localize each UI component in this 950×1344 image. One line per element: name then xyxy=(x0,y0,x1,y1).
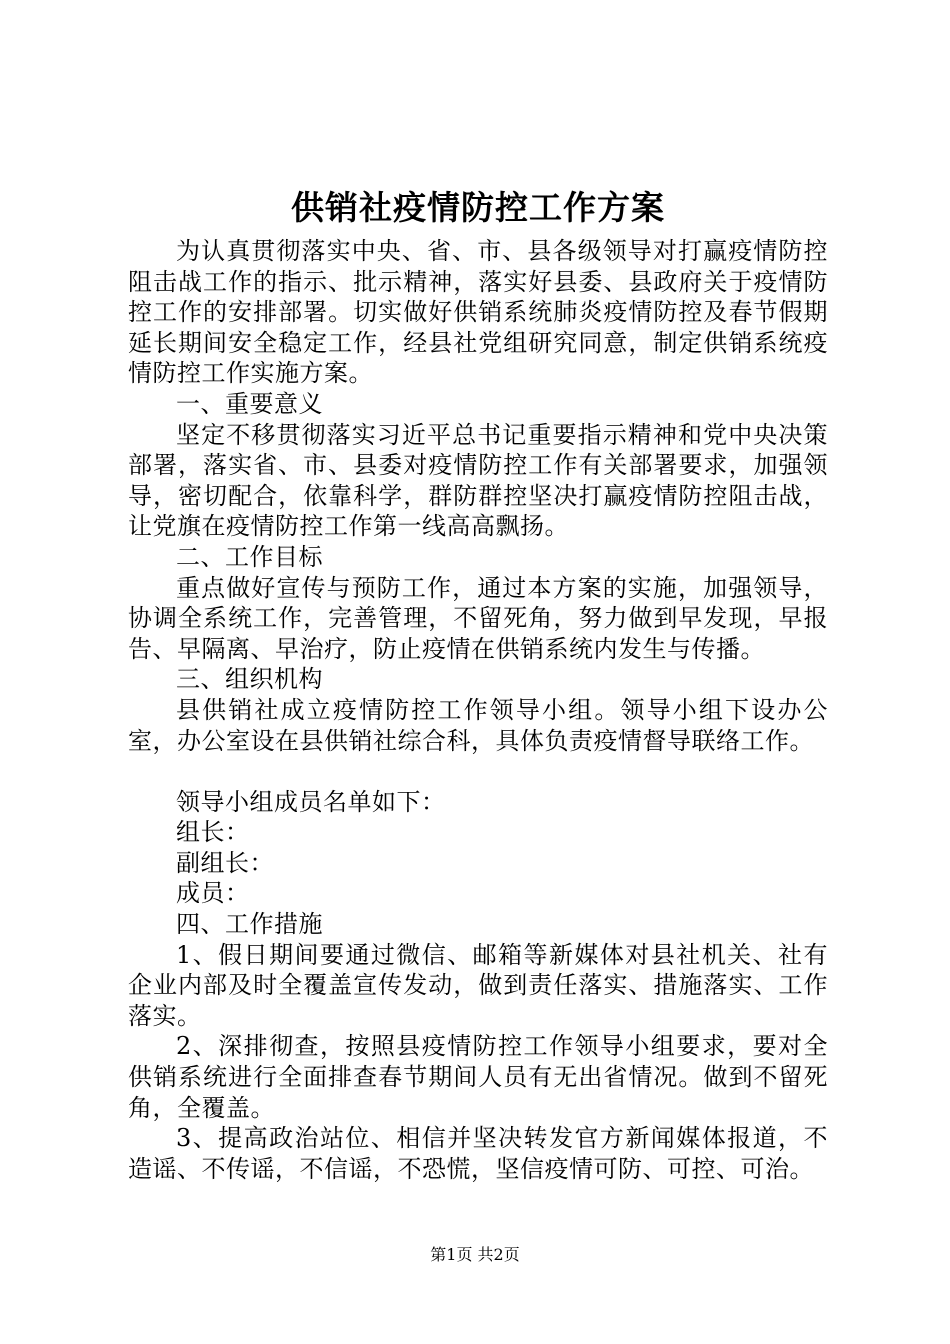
page-footer: 第1页 共2页 xyxy=(430,1245,520,1264)
section-text-goals: 重点做好宣传与预防工作，通过本方案的实施，加强领导，协调全系统工作，完善管理，不留死角，努力做到早发现，早报告、早隔离、早治疗，防止疫情在供销系统内发生与传播。 xyxy=(128,573,828,663)
members-intro: 领导小组成员名单如下： xyxy=(176,787,446,816)
members-line: 成员： xyxy=(176,879,250,908)
section-heading-goals: 二、工作目标 xyxy=(176,542,323,571)
leader-line: 组长： xyxy=(176,818,250,847)
section-text-significance: 坚定不移贯彻落实习近平总书记重要指示精神和党中央决策部署，落实省、市、县委对疫情防控工作有关部署要求，加强领导，密切配合，依靠科学，群防群控坚决打赢疫情防控阻击战，让党旗在疫情防控工作第一线高高飘扬。 xyxy=(128,420,828,541)
section-heading-organization: 三、组织机构 xyxy=(176,665,323,694)
document-body xyxy=(128,236,828,1184)
document-title: 供销社疫情防控工作方案 xyxy=(291,188,665,227)
measure-item-1: 1、假日期间要通过微信、邮箱等新媒体对县社机关、社有企业内部及时全覆盖宣传发动，做到责任落实、措施落实、工作落实。 xyxy=(128,940,828,1030)
intro-paragraph: 为认真贯彻落实中央、省、市、县各级领导对打赢疫情防控阻击战工作的指示、批示精神，落实好县委、县政府关于疫情防控工作的安排部署。切实做好供销系统肺炎疫情防控及春节假期延长期间安全稳定工作，经县社党组研究同意，制定供销系统疫情防控工作实施方案。 xyxy=(128,237,828,388)
section-text-organization: 县供销社成立疫情防控工作领导小组。领导小组下设办公室，办公室设在县供销社综合科，具体负责疫情督导联络工作。 xyxy=(128,695,828,755)
section-heading-measures: 四、工作措施 xyxy=(176,910,323,939)
blank-line xyxy=(128,756,828,787)
section-heading-significance: 一、重要意义 xyxy=(176,389,323,418)
deputy-leader-line: 副组长： xyxy=(176,848,274,877)
measure-item-3: 3、提高政治站位、相信并坚决转发官方新闻媒体报道，不造谣、不传谣，不信谣，不恐慌，坚信疫情可防、可控、可治。 xyxy=(128,1124,828,1183)
measure-item-2: 2、深排彻查，按照县疫情防控工作领导小组要求，要对全供销系统进行全面排查春节期间人员有无出省情况。做到不留死角，全覆盖。 xyxy=(128,1032,828,1122)
